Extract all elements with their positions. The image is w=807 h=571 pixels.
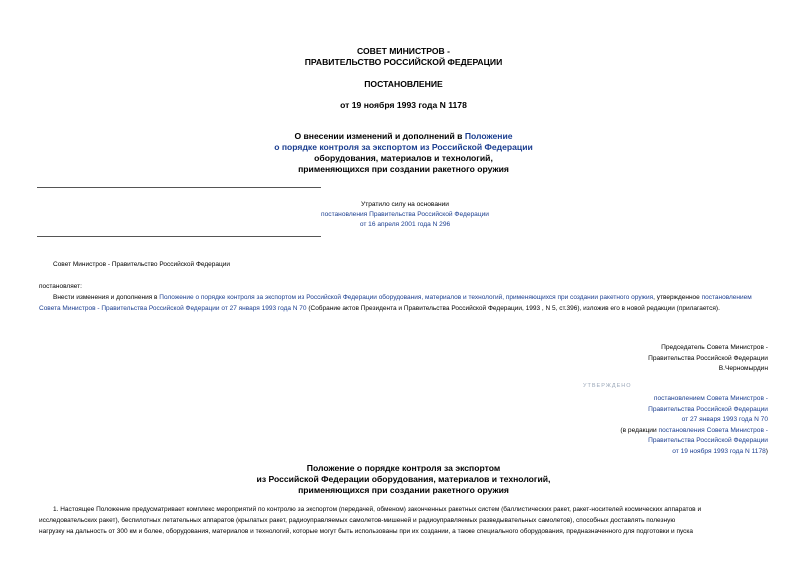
- date-number: от 19 ноября 1993 года N 1178: [340, 100, 467, 110]
- approval-link-4[interactable]: постановления Совета Министров -: [658, 426, 768, 434]
- para-link-postanovlenie[interactable]: постановлением Совета Министров - Правительства Российской Федерации от 27 января 1993 года N 70: [39, 294, 752, 313]
- approval-line-6-suffix: ): [765, 447, 768, 455]
- divider-top: [37, 187, 321, 188]
- signature: [648, 343, 768, 375]
- clause-1-line-3: нагрузку на дальность от 300 км и более, оборудования, материалов и технологий, которые могут быть использованы при их создании, а также специального оборудования, предназначенного для подготовки и пуска: [39, 528, 694, 535]
- para-mid-1: , утвержденное: [653, 294, 700, 301]
- signature-line-3: В.Черномырдин: [718, 365, 768, 372]
- divider-bottom: [37, 236, 321, 237]
- repeal-link-1[interactable]: постановления Правительства Российской Федерации: [321, 211, 489, 218]
- signature-line-2: Правительства Российской Федерации: [648, 354, 768, 362]
- approval-line-4: [620, 426, 768, 437]
- clause-1-line-1: 1. Настоящее Положение предусматривает комплекс мероприятий по контролю за экспортом (передачей, обменом) законченных ракетных систем (баллистических ракет, ракет-носителей космических аппаратов и: [53, 506, 702, 513]
- approval-link-1[interactable]: постановлением Совета Министров -: [653, 395, 768, 402]
- annex-title-3: применяющихся при создании ракетного оружия: [298, 485, 509, 495]
- approval-link-5[interactable]: Правительства Российской Федерации: [648, 437, 768, 444]
- signature-line-1: Председатель Совета Министров -: [661, 344, 768, 351]
- org-line-1: СОВЕТ МИНИСТРОВ -: [357, 46, 450, 56]
- para-end: новой редакции (прилагается).: [626, 305, 720, 313]
- approval-label: УТВЕРЖДЕНО: [583, 383, 632, 389]
- clause-1-line-2: исследовательских ракет), беспилотных летательных аппаратов (крылатых ракет, радиоуправляемых самолетов-мишеней и радиоуправляемых разведывательных самолетов), способных доставлять полезную: [39, 517, 676, 524]
- approval-line-4-prefix: (в редакции: [620, 426, 659, 434]
- approval-block: [620, 394, 768, 457]
- title-link-line-2[interactable]: о порядке контроля за экспортом из Российской Федерации: [274, 142, 533, 152]
- approval-link-6[interactable]: от 19 ноября 1993 года N 1178: [672, 447, 766, 455]
- repeal-note: [300, 200, 510, 230]
- approval-link-3[interactable]: от 27 января 1993 года N 70: [681, 416, 768, 423]
- para-intro: Внести изменения и дополнения в: [53, 294, 160, 301]
- doc-type: ПОСТАНОВЛЕНИЕ: [364, 79, 443, 89]
- title-line-3: оборудования, материалов и технологий,: [314, 153, 493, 163]
- para-link-polozhenie[interactable]: Положение о порядке контроля за экспортом из Российской Федерации оборудования, материалов и технологий, применяющихся при создании ракетного оружия: [159, 294, 654, 301]
- annex-title-2: из Российской Федерации оборудования, материалов и технологий,: [256, 474, 551, 484]
- title-prefix: О внесении изменений и дополнений в: [294, 131, 465, 141]
- para-mid-2: (Собрание актов Президента и Правительства Российской Федерации, 1993 , N 5, ст.396), изложив его в: [306, 305, 626, 313]
- annex-title-1: Положение о порядке контроля за экспортом: [306, 463, 501, 473]
- title-link-polozhenie[interactable]: Положение: [464, 131, 513, 141]
- resolves: постановляет:: [39, 283, 82, 290]
- repeal-line-1: Утратило силу на основании: [361, 201, 449, 208]
- title-line-4: применяющихся при создании ракетного оружия: [298, 164, 509, 174]
- repeal-link-2[interactable]: от 16 апреля 2001 года N 296: [359, 221, 451, 228]
- issuer: Совет Министров - Правительство Российской Федерации: [53, 261, 231, 268]
- body-paragraph: [39, 292, 769, 315]
- approval-line-6: [620, 447, 768, 458]
- org-line-2: ПРАВИТЕЛЬСТВО РОССИЙСКОЙ ФЕДЕРАЦИИ: [304, 57, 503, 67]
- title-line-1: [0, 131, 807, 142]
- approval-link-2[interactable]: Правительства Российской Федерации: [648, 405, 768, 413]
